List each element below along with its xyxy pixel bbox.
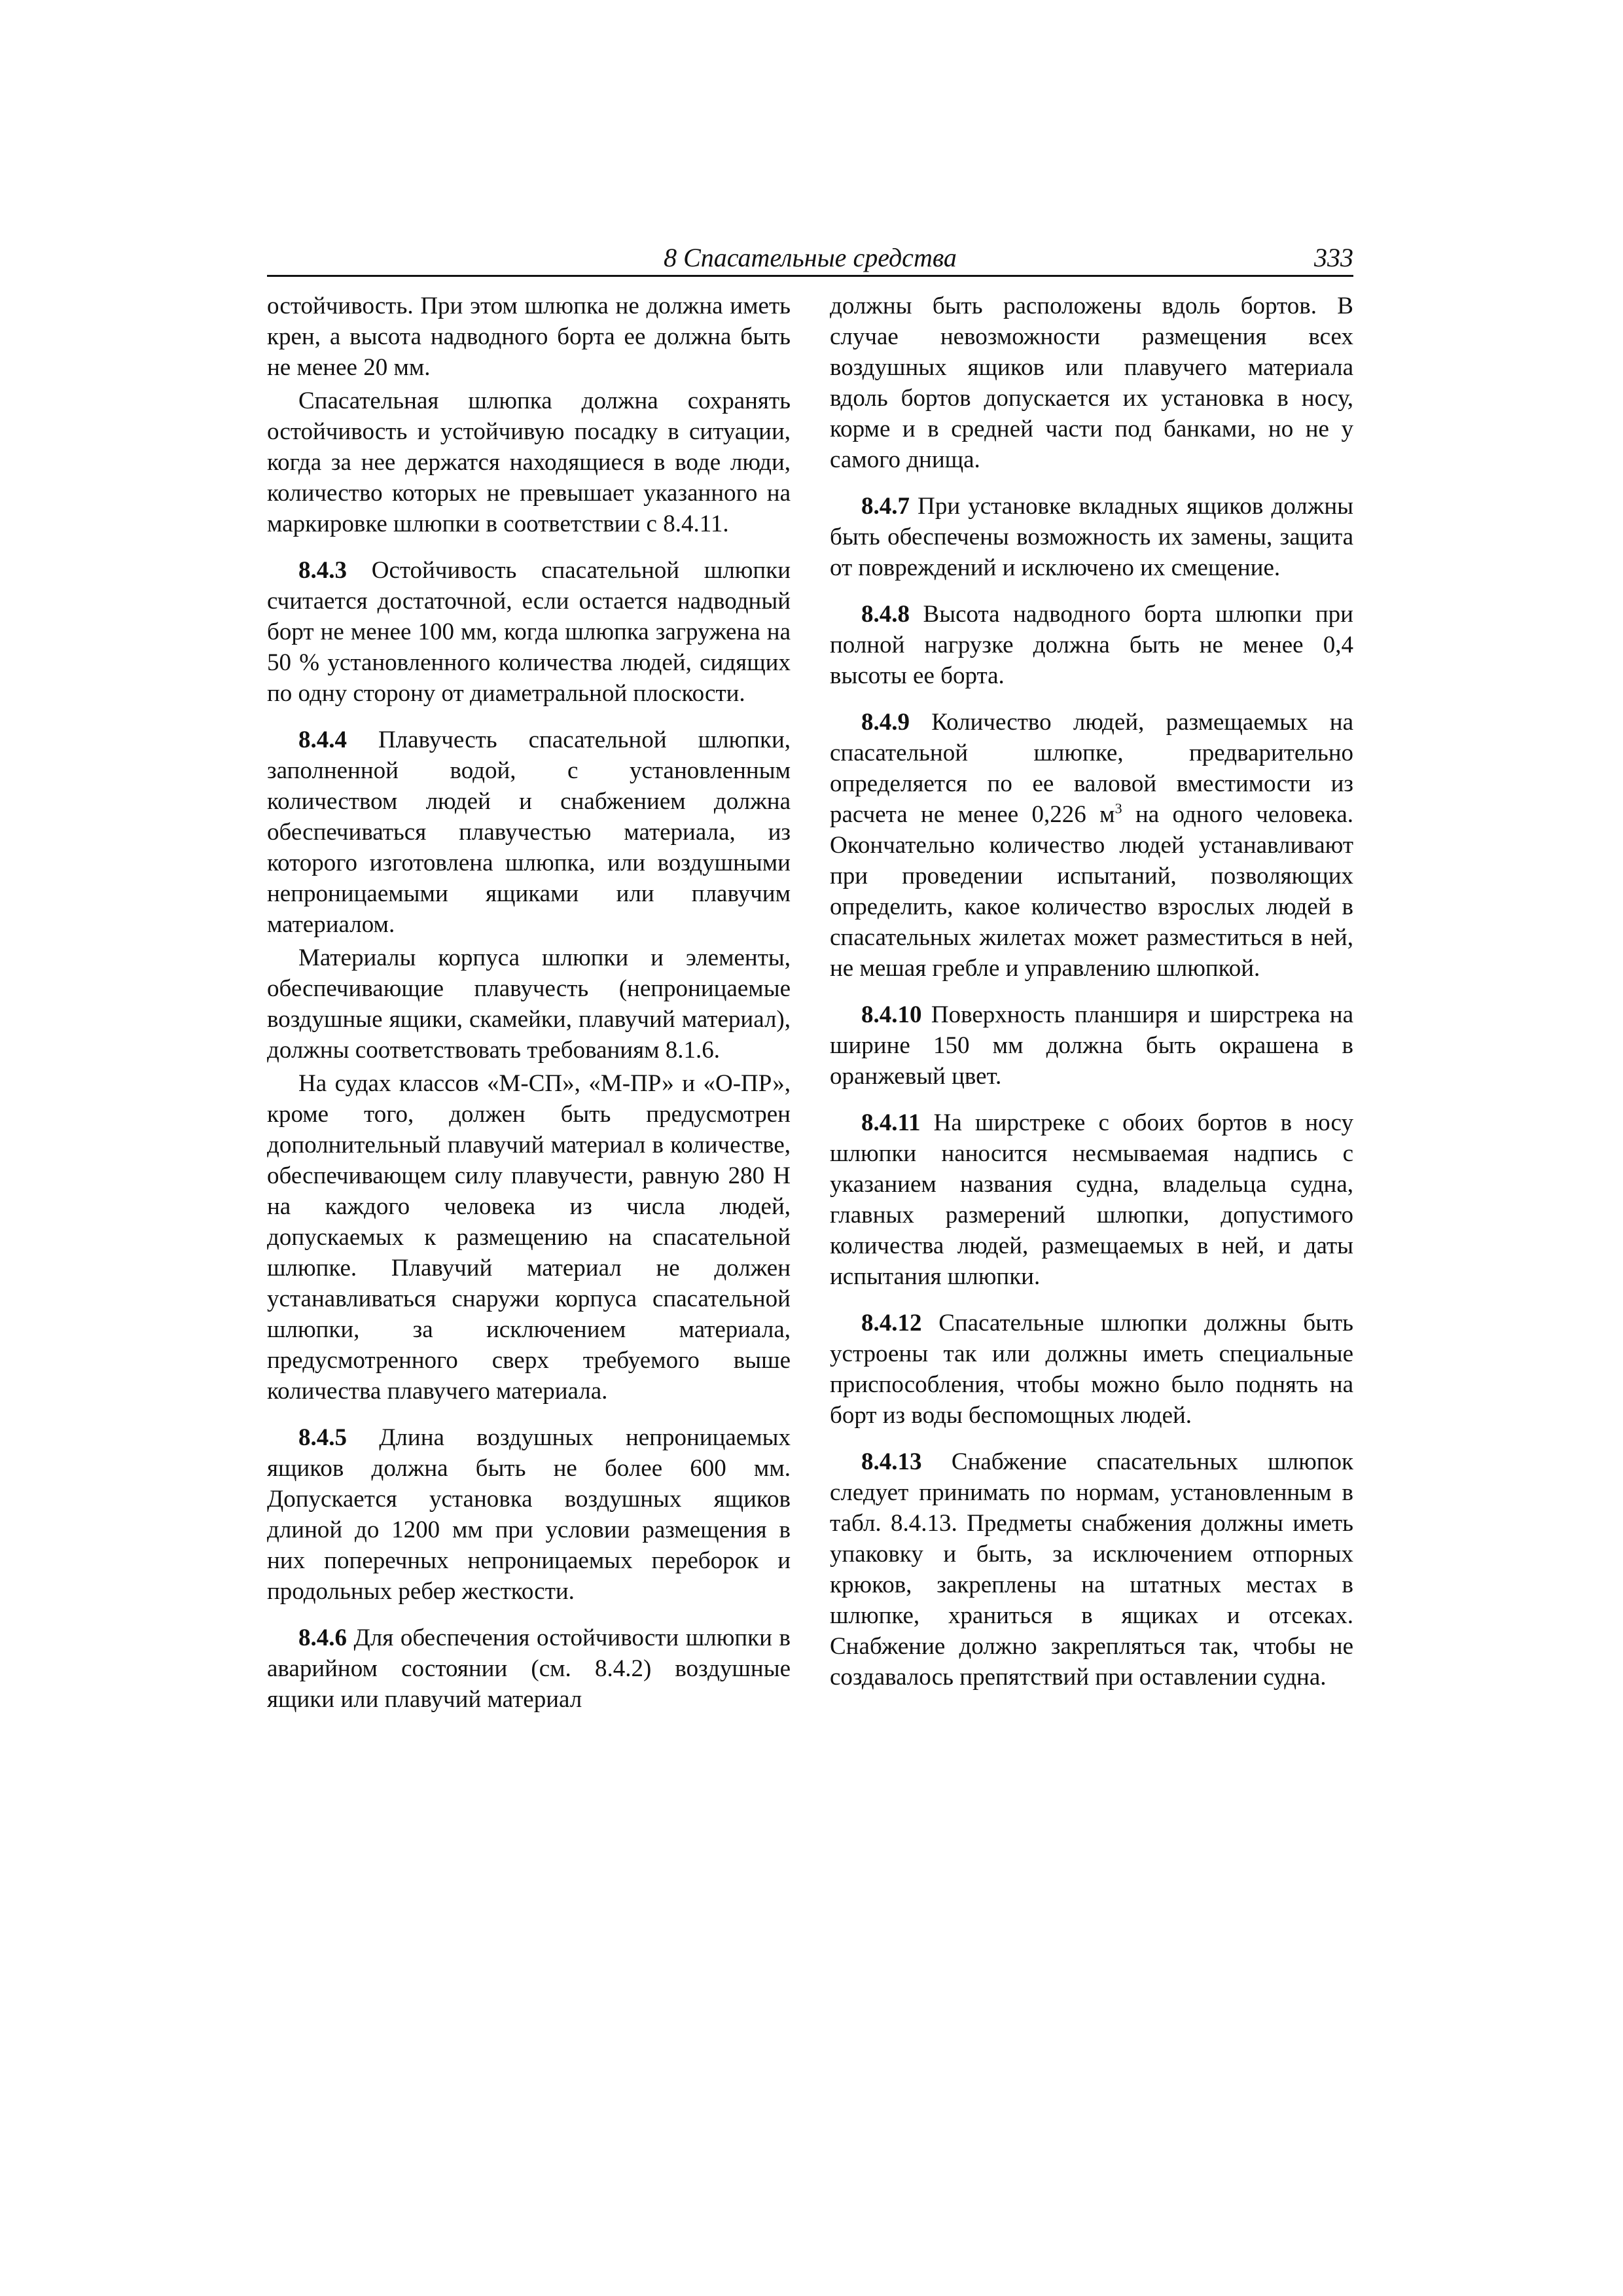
paragraph: На судах классов «М-СП», «М-ПР» и «О-ПР», кроме того, должен быть предусмотрен дополнительный плавучий материал в количестве, обеспечивающем силу плавучести, равную 280 Н на каждого человека из числа людей, допускаемых к размещению на спасательной шлюпке. Плавучий материал не должен устанавливаться снаружи корпуса спасательной шлюпки, за исключением материала, предусмотренного сверх требуемого выше количества плавучего материала. <box>267 1070 791 1405</box>
clause-8-4-13: 8.4.13 Снабжение спасательных шлюпок следует принимать по нормам, установленным в табл. 8.4.13. Предметы снабжения должны иметь упаковку и быть, за исключением отпорных крюков, закреплены на штатных местах в шлюпке, храниться в ящиках и отсеках. Снабжение должно закрепляться так, чтобы не создавалось препятствий при оставлении судна. <box>830 1448 1353 1691</box>
clause-8-4-5: 8.4.5 Длина воздушных непроницаемых ящиков должна быть не более 600 мм. Допускается установка воздушных ящиков длиной до 1200 мм при условии размещения в них поперечных непроницаемых переборок и продольных ребер жесткости. <box>267 1424 791 1605</box>
clause-8-4-10: 8.4.10 Поверхность планширя и ширстрека на ширине 150 мм должна быть окрашена в оранжевый цвет. <box>830 1001 1353 1090</box>
clause-number: 8.4.4 <box>298 726 347 753</box>
clause-number: 8.4.5 <box>298 1424 347 1451</box>
clause-8-4-3: 8.4.3 Остойчивость спасательной шлюпки считается достаточной, если остается надводный борт не менее 100 мм, когда шлюпка загружена на 50 % установленного количества людей, сидящих по одну сторону от диаметральной плоскости. <box>267 557 791 707</box>
page-number: 333 <box>1314 243 1353 272</box>
clause-8-4-6: 8.4.6 Для обеспечения остойчивости шлюпки в аварийном состоянии (см. 8.4.2) воздушные ящики или плавучий материал <box>267 1624 791 1713</box>
clause-number: 8.4.8 <box>861 601 910 628</box>
clause-number: 8.4.7 <box>861 493 910 520</box>
chapter-title: 8 Спасательные средства <box>664 243 957 272</box>
clause-8-4-11: 8.4.11 На ширстреке с обоих бортов в носу шлюпки наносится несмываемая надпись с указанием названия судна, владельца судна, главных размерений шлюпки, допустимого количества людей, размещаемых в ней, и даты испытания шлюпки. <box>830 1109 1353 1290</box>
paragraph: Материалы корпуса шлюпки и элементы, обеспечивающие плавучесть (непроницаемые воздушные ящики, скамейки, плавучий материал), должны соответствовать требованиям 8.1.6. <box>267 944 791 1064</box>
paragraph: Спасательная шлюпка должна сохранять остойчивость и устойчивую посадку в ситуации, когда за нее держатся находящиеся в воде люди, количество которых не превышает указанного на маркировке шлюпки в соответствии с 8.4.11. <box>267 387 791 537</box>
clause-number: 8.4.10 <box>861 1001 922 1028</box>
clause-number: 8.4.6 <box>298 1624 347 1651</box>
clause-8-4-4: 8.4.4 Плавучесть спасательной шлюпки, заполненной водой, с установленным количеством людей и снабжением должна обеспечиваться плавучестью материала, из которого изготовлена шлюпка, или воздушными непроницаемыми ящиками или плавучим материалом. <box>267 726 791 938</box>
right-column <box>830 291 1353 1693</box>
superscript: 3 <box>1115 800 1122 817</box>
clause-number: 8.4.3 <box>298 557 347 584</box>
clause-number: 8.4.11 <box>861 1109 921 1136</box>
clause-8-4-7: 8.4.7 При установке вкладных ящиков должны быть обеспечены возможность их замены, защита от повреждений и исключено их смещение. <box>830 493 1353 581</box>
running-header <box>267 241 1353 277</box>
clause-8-4-8: 8.4.8 Высота надводного борта шлюпки при полной нагрузке должна быть не менее 0,4 высоты ее борта. <box>830 601 1353 689</box>
paragraph: остойчивость. При этом шлюпка не должна иметь крен, а высота надводного борта ее должна быть не менее 20 мм. <box>267 293 791 381</box>
clause-number: 8.4.13 <box>861 1448 922 1475</box>
clause-8-4-9: 8.4.9 Количество людей, размещаемых на спасательной шлюпке, предварительно определяется по ее валовой вместимости из расчета не менее 0,226 $м^3$ на одного человека. Окончательно количество людей устанавливают при проведении испытаний, позволяющих определить, какое количество взрослых людей в спасательных жилетах может разместиться в ней, не мешая гребле и управлению шлюпкой. <box>830 709 1353 982</box>
clause-number: 8.4.9 <box>861 709 910 736</box>
left-column <box>267 291 791 1715</box>
clause-number: 8.4.12 <box>861 1310 922 1336</box>
clause-8-4-12: 8.4.12 Спасательные шлюпки должны быть устроены так или должны иметь специальные приспособления, чтобы можно было поднять на борт из воды беспомощных людей. <box>830 1310 1353 1429</box>
paragraph: должны быть расположены вдоль бортов. В случае невозможности размещения всех воздушных ящиков или плавучего материала вдоль бортов допускается их установка в носу, корме и в средней части под банками, но не у самого днища. <box>830 293 1353 473</box>
